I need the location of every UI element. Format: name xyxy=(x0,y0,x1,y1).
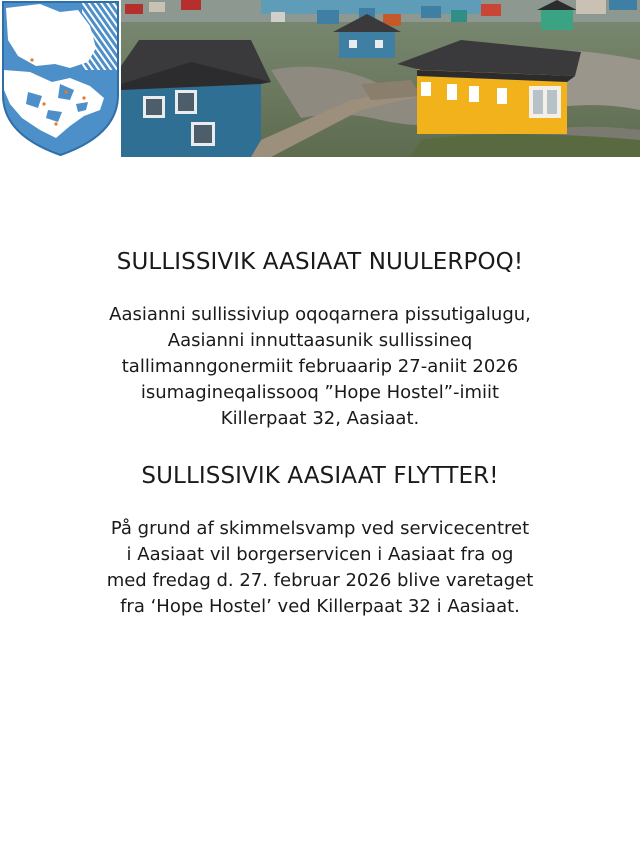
paragraph-line: fra ‘Hope Hostel’ ved Killerpaat 32 i Aasiaat. xyxy=(120,596,520,617)
paragraph-danish xyxy=(60,516,580,620)
municipality-crest xyxy=(0,0,121,157)
paragraph-line: med fredag d. 27. februar 2026 blive varetaget xyxy=(106,570,534,591)
town-photo-illustration xyxy=(121,0,640,157)
paragraph-line: isumagineqalissooq ”Hope Hostel”-imiit xyxy=(140,382,500,403)
crest-shield-icon xyxy=(0,0,121,157)
paragraph-line: Aasianni sullissiviup oqoqarnera pissutigalugu, xyxy=(109,304,531,325)
paragraph-line: Aasianni innuttaasunik sullissineq xyxy=(167,330,473,351)
town-photo xyxy=(121,0,640,157)
paragraph-line: Killerpaat 32, Aasiaat. xyxy=(220,408,420,429)
header-banner xyxy=(0,0,640,157)
paragraph-line: tallimanngonermiit februaarip 27-aniit 2026 xyxy=(121,356,519,377)
notice-body xyxy=(60,245,580,620)
paragraph-line: På grund af skimmelsvamp ved servicecentret xyxy=(110,518,530,539)
heading-danish: SULLISSIVIK AASIAAT FLYTTER! xyxy=(141,463,499,489)
paragraph-line: i Aasiaat vil borgerservicen i Aasiaat fra og xyxy=(126,544,514,565)
heading-greenlandic: SULLISSIVIK AASIAAT NUULERPOQ! xyxy=(116,249,524,275)
paragraph-greenlandic xyxy=(60,302,580,432)
